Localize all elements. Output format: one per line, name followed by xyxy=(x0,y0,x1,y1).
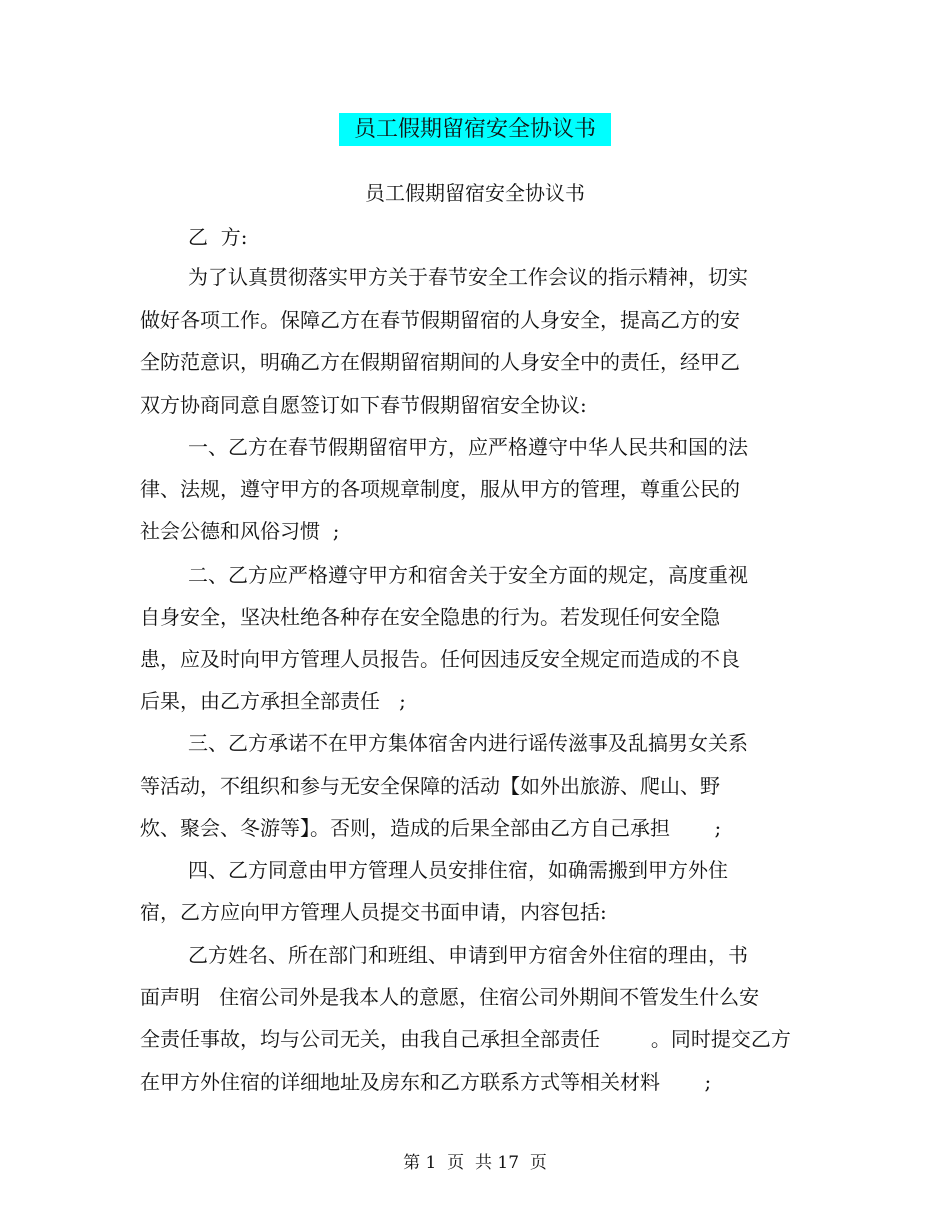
paragraph-line: 双方协商同意自愿签订如下春节假期留宿安全协议: xyxy=(140,393,587,417)
document-subtitle: 员工假期留宿安全协议书 xyxy=(365,181,585,205)
paragraph-line: 二、乙方应严格遵守甲方和宿舍关于安全方面的规定，高度重视 xyxy=(188,563,748,587)
paragraph-line: 做好各项工作。保障乙方在春节假期留宿的人身安全，提高乙方的安 xyxy=(140,308,740,332)
paragraph-line: 全防范意识，明确乙方在假期留宿期间的人身安全中的责任，经甲乙 xyxy=(140,350,740,374)
paragraph-line: 全责任事故，均与公司无关，由我自己承担全部责任 。同时提交乙方 xyxy=(140,1027,791,1051)
paragraph-line: 三、乙方承诺不在甲方集体宿舍内进行谣传滋事及乱搞男女关系 xyxy=(188,731,748,755)
page-footer: 第 1 页 共 17 页 xyxy=(403,1153,547,1173)
paragraph-line: 患，应及时向甲方管理人员报告。任何因违反安全规定而造成的不良 xyxy=(140,647,740,671)
paragraph-line: 为了认真贯彻落实甲方关于春节安全工作会议的指示精神，切实 xyxy=(188,265,748,289)
paragraph-line: 炊、聚会、冬游等】。否则，造成的后果全部由乙方自己承担 ; xyxy=(140,816,722,840)
paragraph-line: 后果，由乙方承担全部责任 ; xyxy=(140,689,406,713)
party-b-label: 乙 方: xyxy=(188,225,248,249)
paragraph-line: 乙方姓名、所在部门和班组、申请到甲方宿舍外住宿的理由，书 xyxy=(188,943,748,967)
paragraph-line: 自身安全，坚决杜绝各种存在安全隐患的行为。若发现任何安全隐 xyxy=(140,605,720,629)
document-title: 员工假期留宿安全协议书 xyxy=(339,113,611,146)
paragraph-line: 四、乙方同意由甲方管理人员安排住宿，如确需搬到甲方外住 xyxy=(188,858,728,882)
paragraph-line: 律、法规，遵守甲方的各项规章制度，服从甲方的管理，尊重公民的 xyxy=(140,477,740,501)
paragraph-line: 在甲方外住宿的详细地址及房东和乙方联系方式等相关材料 ; xyxy=(140,1070,712,1094)
paragraph-line: 等活动，不组织和参与无安全保障的活动【如外出旅游、爬山、野 xyxy=(140,774,720,798)
paragraph-line: 一、乙方在春节假期留宿甲方，应严格遵守中华人民共和国的法 xyxy=(188,435,748,459)
paragraph-line: 面声明 住宿公司外是我本人的意愿，住宿公司外期间不管发生什么安 xyxy=(140,985,760,1009)
paragraph-line: 社会公德和风俗习惯 ; xyxy=(140,519,340,543)
paragraph-line: 宿，乙方应向甲方管理人员提交书面申请，内容包括: xyxy=(140,900,607,924)
